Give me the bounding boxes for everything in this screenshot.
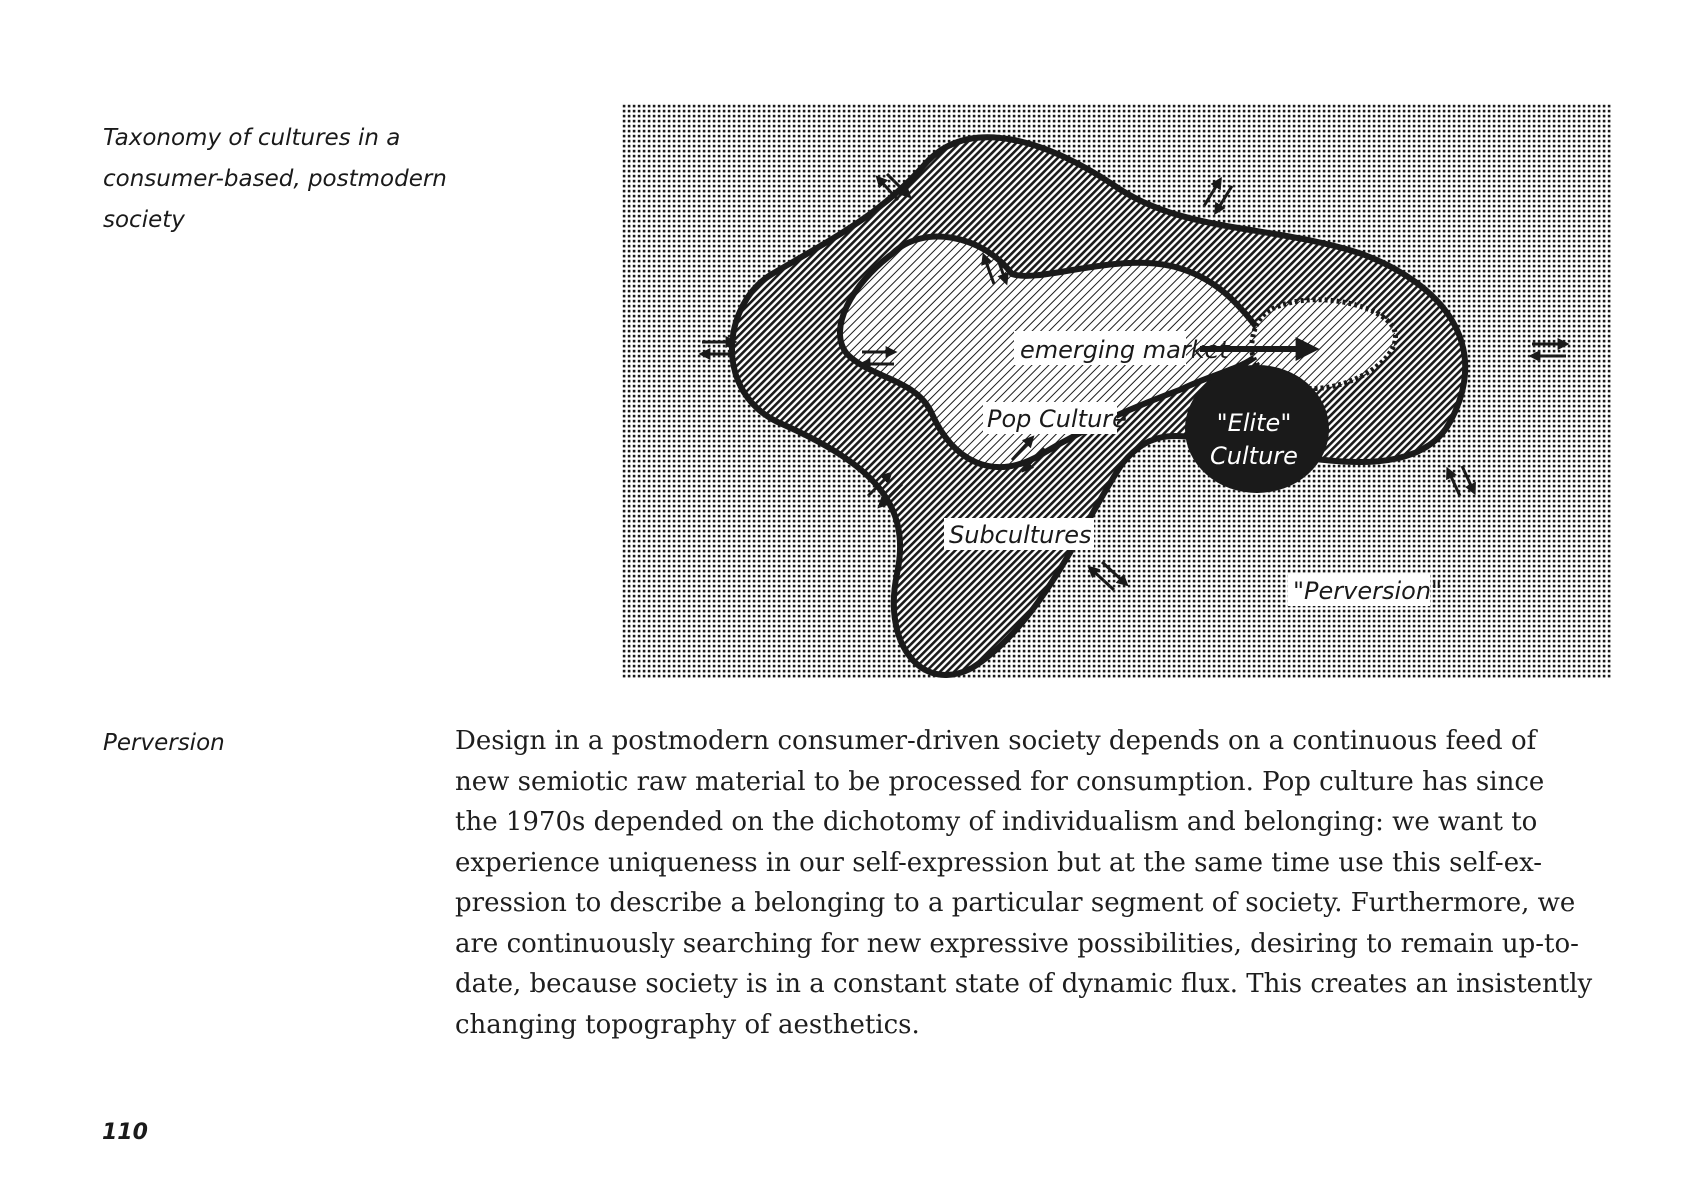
body-line: are continuously searching for new expressive possibilities, desiring to remain up-to-	[455, 928, 1579, 959]
culture-taxonomy-diagram	[622, 104, 1612, 678]
emerging-market-label: emerging market	[1020, 336, 1229, 364]
pop-culture-label: Pop Culture	[987, 405, 1127, 433]
body-line: date, because society is in a constant state of dynamic flux. This creates an insistently	[455, 969, 1593, 999]
body-line: the 1970s depended on the dichotomy of individualism and belonging: we want to	[455, 807, 1538, 837]
subcultures-label: Subcultures	[949, 521, 1092, 549]
caption-line: consumer-based, postmodern	[103, 166, 447, 192]
caption-line: Taxonomy of cultures in a	[103, 125, 401, 151]
perversion-label: "Perversion"	[1293, 577, 1443, 605]
body-line: experience uniqueness in our self-expression but at the same time use this self-ex-	[455, 847, 1543, 878]
page-number: 110	[102, 1120, 148, 1145]
elite-culture-label-line1: "Elite"	[1216, 409, 1292, 437]
figure-caption	[103, 118, 483, 241]
body-line: changing topography of aesthetics.	[455, 1009, 920, 1040]
body-line: pression to describe a belonging to a particular segment of society. Furthermore, we	[455, 888, 1576, 918]
section-heading: Perversion	[103, 730, 225, 756]
body-line: Design in a postmodern consumer-driven society depends on a continuous feed of	[455, 726, 1537, 756]
elite-culture-label-line2: Culture	[1210, 442, 1298, 470]
caption-line: society	[103, 207, 185, 233]
body-line: new semiotic raw material to be processed for consumption. Pop culture has since	[455, 766, 1545, 797]
body-paragraph	[455, 721, 1615, 1045]
